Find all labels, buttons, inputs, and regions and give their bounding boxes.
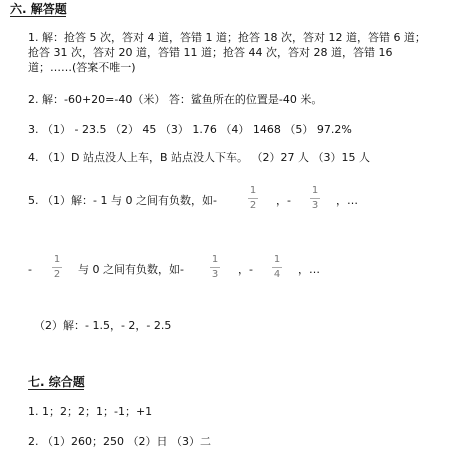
fraction-numerator: 1	[311, 185, 319, 196]
fraction-denominator: 2	[249, 200, 257, 211]
q5-part-2: （2）解：- 1.5，- 2，- 2.5	[34, 319, 172, 332]
fraction-numerator: 1	[249, 185, 257, 196]
q2-line: 2. 解：-60+20=-40（米） 答：鲨鱼所在的位置是-40 米。	[28, 93, 323, 106]
fraction-one-third-b	[208, 255, 222, 280]
q1-line-3: 道；……(答案不唯一)	[28, 61, 136, 74]
fraction-bar	[248, 198, 258, 199]
s7-q2-line: 2. （1）260；250 （2）日 （3）二	[28, 435, 211, 448]
fraction-one-third	[308, 186, 322, 211]
q4-line: 4. （1）D 站点没人上车，B 站点没人下车。 （2）27 人 （3）15 人	[28, 151, 370, 164]
q5b-ellipsis: ，…	[298, 263, 320, 276]
fraction-minus-one-half	[50, 255, 64, 280]
q5-ellipsis-1: ，…	[336, 194, 358, 207]
fraction-denominator: 3	[311, 200, 319, 211]
fraction-numerator: 1	[273, 254, 281, 265]
heading-underline	[28, 389, 84, 390]
fraction-numerator: 1	[53, 254, 61, 265]
section-7-heading: 七. 综合题	[28, 375, 85, 389]
fraction-one-quarter	[270, 255, 284, 280]
fraction-one-half	[246, 186, 260, 211]
q5b-separator: ，-	[238, 263, 253, 276]
s7-q1-line: 1. 1；2；2；1；-1；+1	[28, 405, 153, 418]
fraction-bar	[210, 267, 220, 268]
fraction-bar	[52, 267, 62, 268]
q3-line: 3. （1） - 23.5 （2） 45 （3） 1.76 （4） 1468 （5） 97.2%	[28, 123, 352, 136]
heading-underline	[10, 16, 66, 17]
q5-separator-1: ，-	[276, 194, 291, 207]
q5b-minus: -	[28, 263, 32, 276]
fraction-numerator: 1	[211, 254, 219, 265]
section-6-heading: 六. 解答题	[10, 2, 67, 16]
q1-line-1: 1. 解：抢答 5 次，答对 4 道，答错 1 道；抢答 18 次，答对 12 道，答错 6 道；	[28, 31, 426, 44]
q5-prefix: 5. （1）解：- 1 与 0 之间有负数，如-	[28, 194, 217, 207]
fraction-denominator: 4	[273, 269, 281, 280]
q1-line-2: 抢答 31 次，答对 20 道，答错 11 道；抢答 44 次，答对 28 道，答错 16	[28, 46, 393, 59]
fraction-denominator: 2	[53, 269, 61, 280]
q5b-middle-text: 与 0 之间有负数，如-	[78, 263, 184, 276]
fraction-bar	[272, 267, 282, 268]
fraction-bar	[310, 198, 320, 199]
fraction-denominator: 3	[211, 269, 219, 280]
